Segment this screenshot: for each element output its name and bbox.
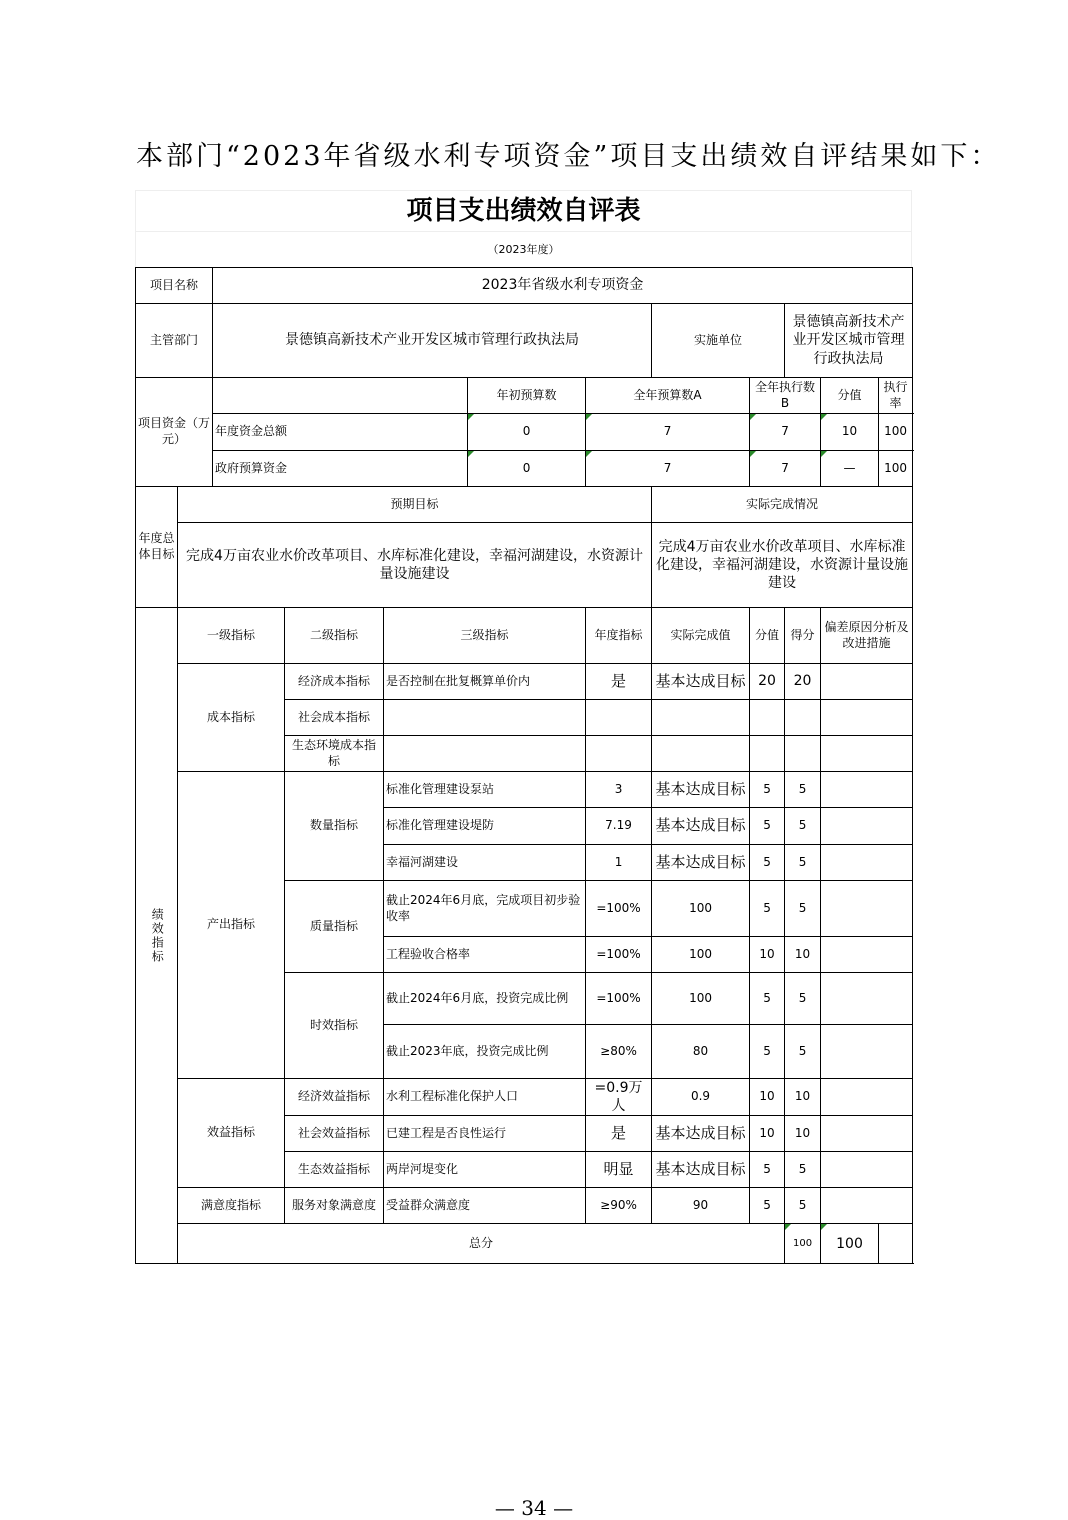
score-cell: 10 (785, 1079, 821, 1116)
value-cell: 5 (750, 1188, 785, 1224)
value-cell: 20 (750, 664, 785, 700)
table-title: 项目支出绩效自评表 (135, 190, 912, 231)
value-cell: 5 (750, 1025, 785, 1079)
level2-time: 时效指标 (285, 973, 384, 1079)
funds-row-government (136, 451, 913, 487)
funds-header-row (136, 378, 913, 414)
value-cell: 5 (750, 1152, 785, 1188)
target-cell: 7.19 (586, 808, 652, 845)
score-cell: 5 (785, 772, 821, 808)
score-cell: 5 (785, 973, 821, 1025)
level2-cell: 经济成本指标 (285, 664, 384, 700)
funds-header-executed: 全年执行数B (750, 378, 821, 414)
score-cell: 20 (785, 664, 821, 700)
evaluation-table (135, 267, 913, 1264)
funds-row-name: 政府预算资金 (213, 451, 468, 487)
value-cell: 10 (750, 1116, 785, 1152)
dept-label: 主管部门 (136, 304, 213, 378)
analysis-cell (821, 937, 913, 973)
funds-row-total (136, 414, 913, 451)
level3-cell: 水利工程标准化保护人口 (384, 1079, 586, 1116)
goal-label: 年度总体目标 (136, 487, 178, 608)
target-cell: =100% (586, 937, 652, 973)
total-row (136, 1224, 913, 1264)
funds-row-name: 年度资金总额 (213, 414, 468, 451)
level2-cell: 社会效益指标 (285, 1116, 384, 1152)
target-cell: =100% (586, 973, 652, 1025)
level2-cell: 生态环境成本指标 (285, 736, 384, 772)
level3-cell: 截止2023年底，投资完成比例 (384, 1025, 586, 1079)
analysis-cell (821, 808, 913, 845)
indicator-header-row (136, 608, 913, 664)
level2-quality: 质量指标 (285, 881, 384, 973)
project-name-label: 项目名称 (136, 268, 213, 304)
target-cell: 3 (586, 772, 652, 808)
level3-cell: 截止2024年6月底，完成项目初步验收率 (384, 881, 586, 937)
total-label: 总分 (178, 1224, 785, 1264)
value-cell: 5 (750, 845, 785, 881)
indicator-row (136, 664, 913, 700)
actual-cell (652, 700, 750, 736)
level3-cell: 幸福河湖建设 (384, 845, 586, 881)
funds-annual: 7 (586, 414, 750, 451)
score-cell: 10 (785, 1116, 821, 1152)
year-label: （2023年度） (135, 231, 912, 267)
level1-output: 产出指标 (178, 772, 285, 1079)
indicator-row (136, 772, 913, 808)
page-number: — 34 — (494, 1496, 574, 1520)
actual-cell: 100 (652, 973, 750, 1025)
level3-cell: 工程验收合格率 (384, 937, 586, 973)
target-cell: =100% (586, 881, 652, 937)
value-cell: 10 (750, 937, 785, 973)
impl-value: 景德镇高新技术产业开发区城市管理行政执法局 (785, 304, 913, 378)
level2-quantity: 数量指标 (285, 772, 384, 881)
level3-cell: 截止2024年6月底，投资完成比例 (384, 973, 586, 1025)
target-cell: 是 (586, 1116, 652, 1152)
level2-cell: 生态效益指标 (285, 1152, 384, 1188)
header-level3: 三级指标 (384, 608, 586, 664)
value-cell: 5 (750, 772, 785, 808)
actual-cell: 80 (652, 1025, 750, 1079)
funds-header-blank (213, 378, 468, 414)
score-cell: 5 (785, 1025, 821, 1079)
actual-cell: 基本达成目标 (652, 808, 750, 845)
total-value: 100 (785, 1224, 821, 1264)
header-target: 年度指标 (586, 608, 652, 664)
funds-header-annual: 全年预算数A (586, 378, 750, 414)
funds-score-value: — (821, 451, 879, 487)
analysis-cell (821, 845, 913, 881)
value-cell: 5 (750, 881, 785, 937)
dept-value: 景德镇高新技术产业开发区城市管理行政执法局 (213, 304, 652, 378)
level3-cell (384, 736, 586, 772)
department-row (136, 304, 913, 378)
goal-header-row (136, 487, 913, 523)
header-analysis: 偏差原因分析及改进措施 (821, 608, 913, 664)
analysis-cell (821, 772, 913, 808)
actual-goal: 完成4万亩农业水价改革项目、水库标准化建设，幸福河湖建设，水资源计量设施建设 (652, 523, 913, 608)
funds-label: 项目资金（万元） (136, 378, 213, 487)
header-level1: 一级指标 (178, 608, 285, 664)
expected-header: 预期目标 (178, 487, 652, 523)
actual-cell: 基本达成目标 (652, 1152, 750, 1188)
value-cell (750, 700, 785, 736)
header-actual: 实际完成值 (652, 608, 750, 664)
actual-cell: 100 (652, 937, 750, 973)
analysis-cell (821, 736, 913, 772)
analysis-cell (821, 664, 913, 700)
score-cell: 5 (785, 808, 821, 845)
level3-cell: 标准化管理建设泵站 (384, 772, 586, 808)
score-cell (785, 700, 821, 736)
level3-cell: 已建工程是否良性运行 (384, 1116, 586, 1152)
header-value: 分值 (750, 608, 785, 664)
actual-cell: 基本达成目标 (652, 1116, 750, 1152)
funds-header-rate: 执行率 (879, 378, 913, 414)
actual-cell: 0.9 (652, 1079, 750, 1116)
level2-cell: 社会成本指标 (285, 700, 384, 736)
score-cell: 5 (785, 881, 821, 937)
level2-cell: 经济效益指标 (285, 1079, 384, 1116)
funds-header-initial: 年初预算数 (468, 378, 586, 414)
funds-header-score-value: 分值 (821, 378, 879, 414)
goal-content-row (136, 523, 913, 608)
actual-cell: 100 (652, 881, 750, 937)
level3-cell: 两岸河堤变化 (384, 1152, 586, 1188)
actual-header: 实际完成情况 (652, 487, 913, 523)
score-cell (785, 736, 821, 772)
level3-cell (384, 700, 586, 736)
project-name-value: 2023年省级水利专项资金 (213, 268, 913, 304)
target-cell (586, 700, 652, 736)
level2-cell: 服务对象满意度 (285, 1188, 384, 1224)
level1-benefit: 效益指标 (178, 1079, 285, 1188)
analysis-cell (821, 1116, 913, 1152)
actual-cell: 90 (652, 1188, 750, 1224)
funds-executed: 7 (750, 414, 821, 451)
funds-score-value: 10 (821, 414, 879, 451)
header-score: 得分 (785, 608, 821, 664)
analysis-cell (821, 700, 913, 736)
funds-rate: 100 (879, 451, 913, 487)
indicator-row (136, 1188, 913, 1224)
analysis-cell (821, 1188, 913, 1224)
intro-text: 本部门“2023年省级水利专项资金”项目支出绩效自评结果如下： (136, 141, 1001, 172)
value-cell (750, 736, 785, 772)
actual-cell: 基本达成目标 (652, 772, 750, 808)
total-score: 100 (821, 1224, 879, 1264)
actual-cell: 基本达成目标 (652, 664, 750, 700)
value-cell: 5 (750, 973, 785, 1025)
level3-cell: 受益群众满意度 (384, 1188, 586, 1224)
header-level2: 二级指标 (285, 608, 384, 664)
level1-cost: 成本指标 (178, 664, 285, 772)
analysis-cell (821, 1025, 913, 1079)
target-cell: 1 (586, 845, 652, 881)
score-cell: 5 (785, 1188, 821, 1224)
impl-label: 实施单位 (652, 304, 785, 378)
actual-cell (652, 736, 750, 772)
funds-initial: 0 (468, 414, 586, 451)
value-cell: 5 (750, 808, 785, 845)
analysis-cell (821, 1152, 913, 1188)
target-cell: 明显 (586, 1152, 652, 1188)
analysis-cell (821, 1079, 913, 1116)
expected-goal: 完成4万亩农业水价改革项目、水库标准化建设，幸福河湖建设，水资源计量设施建设 (178, 523, 652, 608)
value-cell: 10 (750, 1079, 785, 1116)
funds-rate: 100 (879, 414, 913, 451)
level1-satisfaction: 满意度指标 (178, 1188, 285, 1224)
score-cell: 5 (785, 845, 821, 881)
target-cell: 是 (586, 664, 652, 700)
indicator-row (136, 1079, 913, 1116)
level3-cell: 是否控制在批复概算单价内 (384, 664, 586, 700)
target-cell: =0.9万人 (586, 1079, 652, 1116)
analysis-cell (821, 881, 913, 937)
funds-executed: 7 (750, 451, 821, 487)
funds-initial: 0 (468, 451, 586, 487)
self-evaluation-sheet (135, 190, 912, 1264)
level3-cell: 标准化管理建设堤防 (384, 808, 586, 845)
score-cell: 5 (785, 1152, 821, 1188)
funds-annual: 7 (586, 451, 750, 487)
target-cell: ≥80% (586, 1025, 652, 1079)
target-cell (586, 736, 652, 772)
target-cell: ≥90% (586, 1188, 652, 1224)
score-cell: 10 (785, 937, 821, 973)
actual-cell: 基本达成目标 (652, 845, 750, 881)
total-analysis (879, 1224, 913, 1264)
project-name-row (136, 268, 913, 304)
indicators-label: 绩效指标 (136, 608, 178, 1264)
analysis-cell (821, 973, 913, 1025)
